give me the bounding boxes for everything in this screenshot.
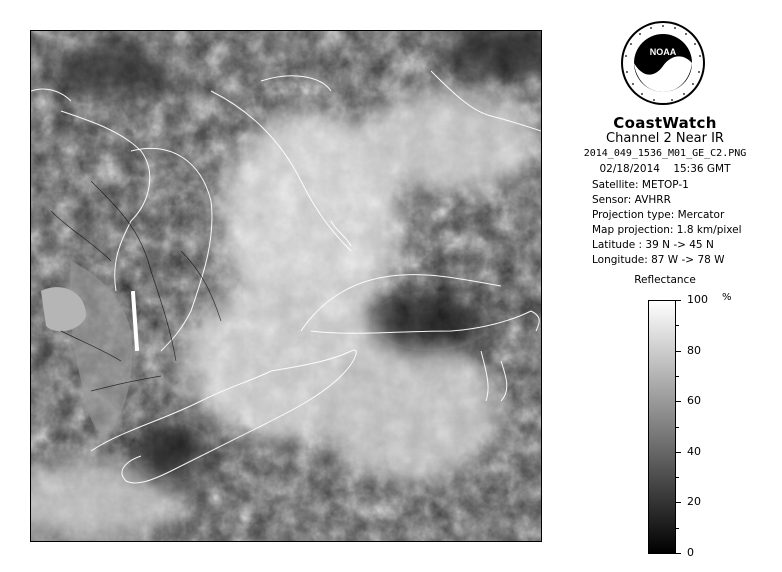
noaa-logo-text: NOAA [649,47,677,57]
legend-unit: % [722,292,732,303]
legend-tick [676,300,681,301]
legend-tick-label: 20 [687,495,701,509]
reflectance-color-bar [648,300,676,554]
legend-tick [676,351,681,352]
satellite-image [30,30,542,542]
sensor-info: Sensor: AVHRR [592,194,671,206]
legend-tick-label: 80 [687,343,701,357]
legend-tick [676,553,681,554]
longitude-info: Longitude: 87 W -> 78 W [592,254,725,266]
legend-tick [676,502,681,503]
channel-label: Channel 2 Near IR [606,131,724,146]
legend-minor-tick [676,325,679,326]
legend-tick-label: 100 [687,293,708,306]
noaa-logo [620,20,706,106]
legend-tick-label: 0 [687,546,694,559]
legend-tick [676,452,681,453]
legend-tick-label: 40 [687,444,701,458]
legend-minor-tick [676,376,679,377]
latitude-info: Latitude : 39 N -> 45 N [592,239,714,251]
date-time: 02/18/2014 15:36 GMT [599,163,731,175]
legend-tick [676,401,681,402]
product-title: CoastWatch [613,114,717,132]
legend-title: Reflectance [634,274,696,286]
info-panel [560,20,770,560]
legend-minor-tick [676,427,679,428]
map-projection-info: Map projection: 1.8 km/pixel [592,224,742,236]
projection-type-info: Projection type: Mercator [592,209,725,221]
legend-minor-tick [676,477,679,478]
satellite-info: Satellite: METOP-1 [592,179,689,191]
legend-tick-label: 60 [687,394,701,408]
filename: 2014_049_1536_M01_GE_C2.PNG [583,148,747,159]
legend-minor-tick [676,528,679,529]
